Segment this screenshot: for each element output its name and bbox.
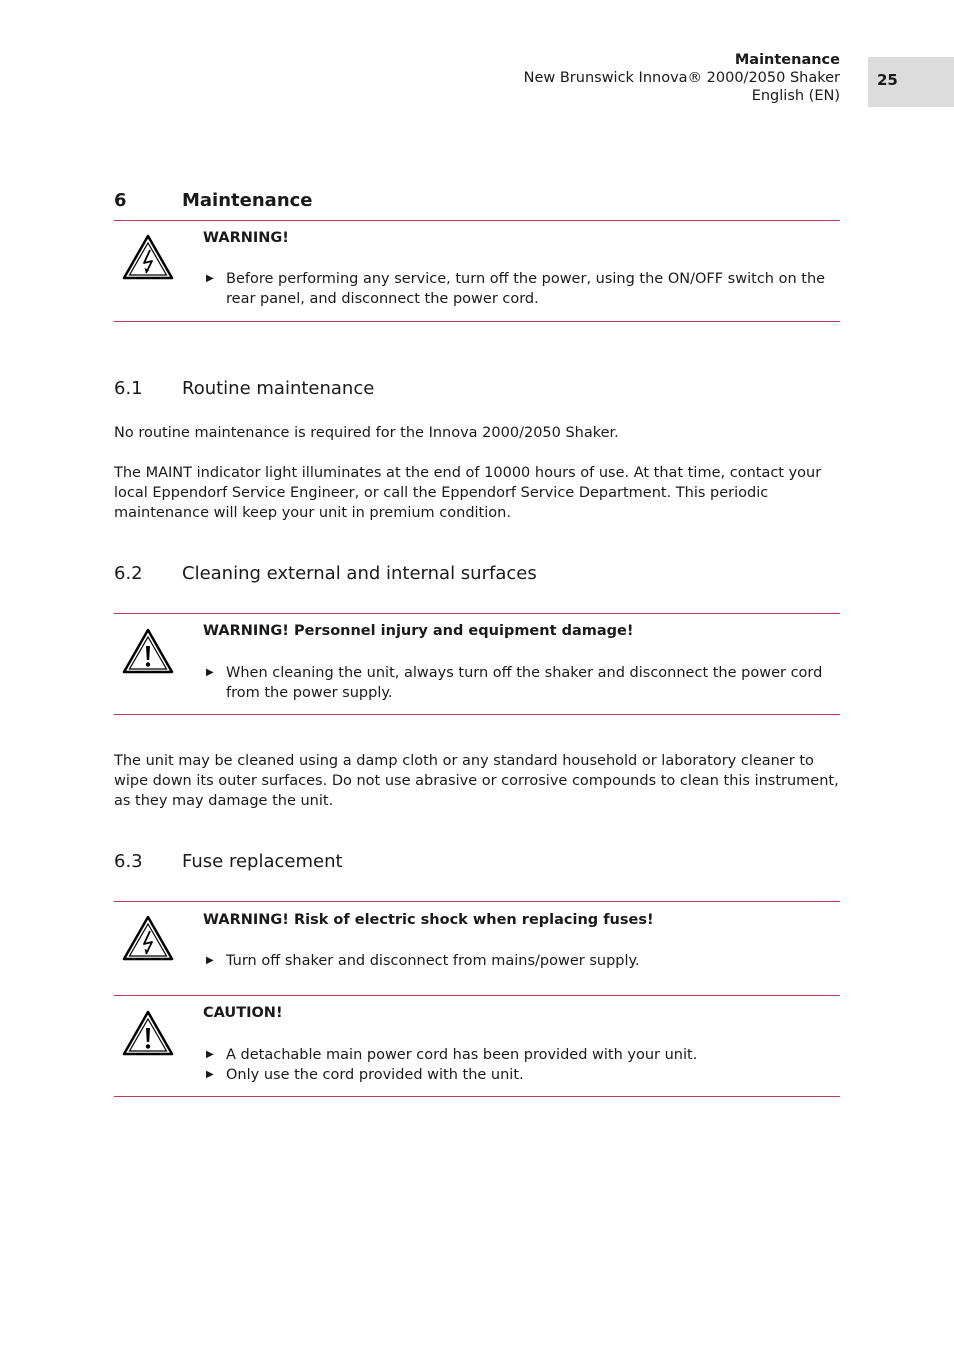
header-chapter: Maintenance [734,52,840,68]
paragraph: The unit may be cleaned using a damp cloth or any standard household or laboratory cleaner to wipe down its outer surfaces. Do not use abrasive or corrosive compounds to clean this instrument, as they may damage the unit. [114,753,839,809]
header-product: New Brunswick Innova® 2000/2050 Shaker [523,70,840,86]
section-6-3-title: Fuse replacement [182,851,343,872]
bullet-arrow-icon: ▶ [206,273,214,284]
section-6-title: Maintenance [182,190,313,211]
section-6-3-number: 6.3 [114,851,143,872]
warning-rule-top [114,613,840,614]
caution-bullet-text: Only use the cord provided with the unit. [226,1067,524,1083]
warning-title: WARNING! Risk of electric shock when replacing fuses! [203,912,654,928]
caution-bullet [206,1045,846,1065]
bullet-arrow-icon: ▶ [206,1069,214,1080]
general-warning-icon [121,627,175,675]
caution-title: CAUTION! [203,1005,283,1021]
electric-shock-warning-icon [121,233,175,281]
caution-rule-bottom [114,1096,840,1097]
warning-title: WARNING! [203,230,289,246]
warning-bullet-text: Turn off shaker and disconnect from mains/power supply. [226,953,640,969]
section-6-2-number: 6.2 [114,563,143,584]
warning-bullet [206,663,846,703]
warning-rule-bottom [114,714,840,715]
paragraph: No routine maintenance is required for the Innova 2000/2050 Shaker. [114,425,619,441]
warning-bullet-text: Before performing any service, turn off the power, using the ON/OFF switch on the rear panel, and disconnect the power cord. [226,271,826,307]
header-language: English (EN) [751,88,840,104]
section-6-2-title: Cleaning external and internal surfaces [182,563,537,584]
warning-title: WARNING! Personnel injury and equipment damage! [203,623,634,639]
caution-rule-top [114,995,840,996]
warning-bullet [206,269,846,309]
section-6-1-number: 6.1 [114,378,143,399]
section-6-number: 6 [114,190,127,211]
caution-bullet [206,1065,846,1085]
warning-bullet-text: When cleaning the unit, always turn off the shaker and disconnect the power cord from the power supply. [226,665,823,701]
warning-rule-bottom [114,321,840,322]
warning-rule-top [114,220,840,221]
section-6-1-title: Routine maintenance [182,378,375,399]
electric-shock-warning-icon [121,914,175,962]
general-warning-icon [121,1009,175,1057]
bullet-arrow-icon: ▶ [206,667,214,678]
page-number: 25 [868,57,954,107]
paragraph: The MAINT indicator light illuminates at the end of 10000 hours of use. At that time, contact your local Eppendorf Service Engineer, or call the Eppendorf Service Department. This periodic maintenance will keep your unit in premium condition. [114,465,822,521]
bullet-arrow-icon: ▶ [206,955,214,966]
caution-bullet-text: A detachable main power cord has been provided with your unit. [226,1047,698,1063]
warning-bullet [206,951,846,971]
bullet-arrow-icon: ▶ [206,1049,214,1060]
warning-rule-top [114,901,840,902]
